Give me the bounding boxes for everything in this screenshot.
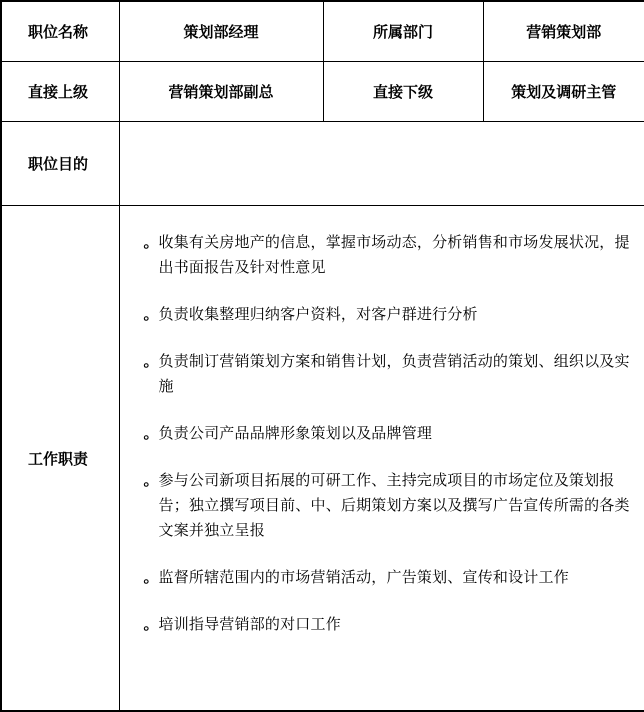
- label-direct-superior: 直接上级: [1, 62, 119, 122]
- value-direct-superior: 营销策划部副总: [119, 62, 323, 122]
- bullet-mark: 。: [143, 233, 159, 251]
- bullet-mark: 。: [143, 568, 159, 586]
- row-reporting: [1, 62, 644, 122]
- value-position-name: 策划部经理: [119, 1, 323, 62]
- row-purpose: [1, 122, 644, 206]
- label-department: 所属部门: [323, 1, 483, 62]
- duty-text: 培训指导营销部的对口工作: [158, 615, 341, 633]
- duty-item: [144, 230, 635, 280]
- value-department: 营销策划部: [483, 1, 644, 62]
- duty-text: 负责公司产品品牌形象策划以及品牌管理: [158, 424, 433, 442]
- duty-item: [144, 612, 635, 637]
- duty-item: [144, 421, 635, 446]
- duty-item: [144, 565, 635, 590]
- bullet-mark: 。: [143, 615, 159, 633]
- bullet-mark: 。: [143, 352, 159, 370]
- value-position-purpose: [119, 122, 644, 206]
- duties-cell: [119, 206, 644, 712]
- label-position-purpose: 职位目的: [1, 122, 119, 206]
- label-position-name: 职位名称: [1, 1, 119, 62]
- duty-text: 参与公司新项目拓展的可研工作、主持完成项目的市场定位及策划报告；独立撰写项目前、中、后期策划方案以及撰写广告宣传所需的各类文案并独立呈报: [158, 471, 630, 539]
- label-job-duties: 工作职责: [1, 206, 119, 712]
- duties-list: [144, 230, 635, 637]
- label-direct-subordinate: 直接下级: [323, 62, 483, 122]
- bullet-mark: 。: [143, 424, 159, 442]
- bullet-mark: 。: [143, 305, 159, 323]
- duty-item: [144, 302, 635, 327]
- row-duties: [1, 206, 644, 712]
- value-direct-subordinate: 策划及调研主管: [483, 62, 644, 122]
- duty-item: [144, 468, 635, 543]
- duty-text: 监督所辖范围内的市场营销活动，广告策划、宣传和设计工作: [158, 568, 569, 586]
- bullet-mark: 。: [143, 471, 159, 489]
- duty-text: 收集有关房地产的信息，掌握市场动态，分析销售和市场发展状况，提出书面报告及针对性意见: [158, 233, 630, 276]
- row-position: [1, 1, 644, 62]
- duty-text: 负责制订营销策划方案和销售计划，负责营销活动的策划、组织以及实施: [158, 352, 630, 395]
- duty-item: [144, 349, 635, 399]
- duty-text: 负责收集整理归纳客户资料，对客户群进行分析: [158, 305, 478, 323]
